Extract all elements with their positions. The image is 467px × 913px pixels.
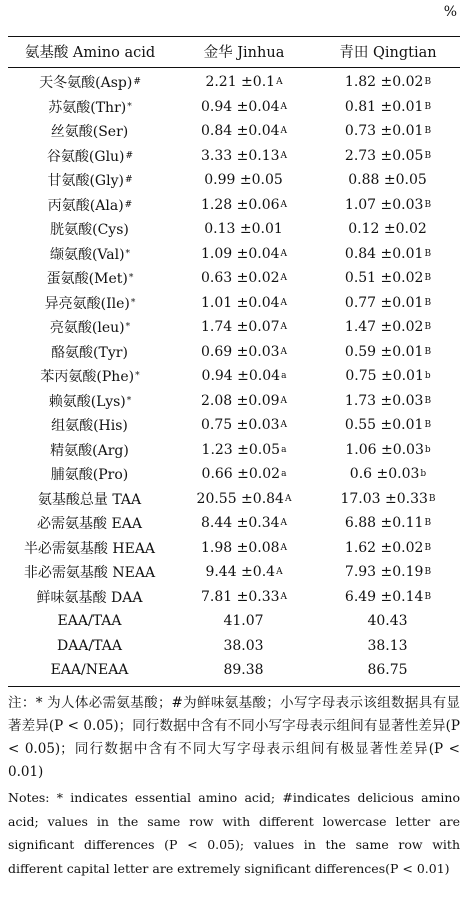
amino-acid-name-text: 氨基酸总量 TAA [37,491,142,508]
qingtian-value-text: 1.47 ±0.02 [344,319,424,336]
qingtian-value-significance: B [424,101,432,112]
amino-acid-name-text: 缬氨酸(Val) [49,246,125,263]
jinhua-value-text: 2.08 ±0.09 [200,392,280,409]
qingtian-value-significance: B [424,322,432,333]
table-row [8,609,460,634]
jinhua-value-significance: a [281,469,287,480]
jinhua-value-text: 89.38 [223,662,264,679]
qingtian-value-text: 7.93 ±0.19 [344,564,424,581]
qingtian-value-significance: B [424,542,432,553]
qingtian-value [316,585,460,610]
amino-acid-name-significance: # [125,150,134,161]
qingtian-value-significance: B [424,199,432,210]
amino-acid-name [8,168,172,193]
qingtian-value-text: 1.07 ±0.03 [344,196,424,213]
amino-acid-name-significance: * [127,101,132,112]
jinhua-value-significance: A [280,150,288,161]
qingtian-value-text: 86.75 [367,662,408,679]
qingtian-value-text: 0.75 ±0.01 [345,368,424,385]
qingtian-value-text: 1.06 ±0.03 [345,441,424,458]
qingtian-value-significance: b [424,371,431,382]
qingtian-value [316,70,460,95]
table-row [8,413,460,438]
amino-acid-name [8,266,172,291]
amino-acid-name [8,144,172,169]
jinhua-value-significance: A [280,297,288,308]
qingtian-value-text: 40.43 [367,613,408,630]
jinhua-value-text: 1.28 ±0.06 [200,196,280,213]
qingtian-value-text: 0.55 ±0.01 [344,417,424,434]
qingtian-value [316,364,460,389]
qingtian-value-significance: B [424,518,432,529]
table-row [8,119,460,144]
jinhua-value [172,487,316,512]
amino-acid-name-text: 异亮氨酸(Ile) [44,295,130,312]
table-row [8,511,460,536]
amino-acid-name-text: 天冬氨酸(Asp) [39,75,133,92]
qingtian-value [316,609,460,634]
header-amino-acid: 氨基酸 Amino acid [24,45,156,61]
amino-acid-name-text: 甘氨酸(Gly) [47,173,124,190]
amino-acid-name [8,119,172,144]
amino-acid-name [8,413,172,438]
amino-acid-name [8,340,172,365]
qingtian-value-text: 6.88 ±0.11 [344,515,424,532]
table-row [8,291,460,316]
notes-english: Notes: * indicates essential amino acid; #indicates delicious amino acid; values in the same row with different lowercase letter are significant differences (P < 0.05); values in the same row with different capital letter are extremely significant differences(P < 0.01) [8,790,460,876]
jinhua-value [172,315,316,340]
table-header [8,36,460,67]
qingtian-value-significance: B [424,297,432,308]
qingtian-value [316,266,460,291]
jinhua-value-significance: A [280,101,288,112]
amino-acid-name [8,70,172,95]
qingtian-value-significance: B [424,346,432,357]
qingtian-value [316,242,460,267]
amino-acid-name-text: 鲜味氨基酸 DAA [36,589,143,606]
amino-acid-name [8,389,172,414]
qingtian-value [316,217,460,242]
qingtian-value [316,511,460,536]
qingtian-value-significance: B [424,248,432,259]
amino-acid-name-text: DAA/TAA [57,637,122,654]
qingtian-value [316,291,460,316]
jinhua-value-text: 38.03 [223,637,264,654]
qingtian-value [316,658,460,683]
amino-acid-name-text: EAA/TAA [57,613,122,630]
qingtian-value-text: 1.73 ±0.03 [344,392,424,409]
qingtian-value-text: 2.73 ±0.05 [344,147,424,164]
amino-acid-name [8,536,172,561]
amino-acid-name-text: 组氨酸(His) [51,418,128,435]
amino-acid-name-text: 必需氨基酸 EAA [37,516,142,533]
amino-acid-name [8,291,172,316]
jinhua-value-text: 0.94 ±0.04 [200,98,280,115]
qingtian-value [316,560,460,585]
table-row [8,266,460,291]
header-jinhua: 金华 Jinhua [203,45,285,61]
qingtian-value-text: 0.12 ±0.02 [348,221,427,238]
table-notes [8,692,460,882]
table-header-rule [8,67,460,68]
qingtian-value-significance: B [424,77,432,88]
jinhua-value-significance: A [280,395,288,406]
qingtian-value-text: 0.59 ±0.01 [344,343,424,360]
jinhua-value-significance: A [280,518,288,529]
jinhua-value [172,291,316,316]
amino-acid-name [8,217,172,242]
jinhua-value-significance: A [280,248,288,259]
jinhua-value-significance: A [280,273,288,284]
jinhua-value-text: 20.55 ±0.84 [196,490,284,507]
qingtian-value [316,413,460,438]
table-row [8,95,460,120]
qingtian-value-text: 0.81 ±0.01 [344,98,424,115]
amino-acid-name-significance: * [135,371,140,382]
table-row [8,487,460,512]
qingtian-value-significance: B [424,591,432,602]
jinhua-value-text: 2.21 ±0.1 [205,74,276,91]
qingtian-value-significance: B [424,150,432,161]
jinhua-value-text: 41.07 [223,613,264,630]
table-row [8,70,460,95]
qingtian-value-text: 38.13 [367,637,408,654]
qingtian-value-significance: B [428,493,436,504]
jinhua-value-text: 1.74 ±0.07 [200,319,280,336]
table-bottom-rule [8,686,460,687]
amino-acid-name [8,462,172,487]
jinhua-value [172,242,316,267]
qingtian-value-text: 0.51 ±0.02 [344,270,424,287]
jinhua-value-text: 1.23 ±0.05 [201,441,281,458]
amino-acid-name [8,242,172,267]
amino-acid-name-significance: * [125,322,131,333]
jinhua-value [172,511,316,536]
qingtian-value [316,634,460,659]
amino-acid-name-text: EAA/NEAA [50,662,129,679]
jinhua-value-significance: A [280,199,288,210]
table-row [8,168,460,193]
amino-acid-name [8,634,172,659]
jinhua-value [172,266,316,291]
amino-acid-name [8,364,172,389]
jinhua-value-significance: A [284,493,292,504]
qingtian-value-text: 1.62 ±0.02 [344,539,424,556]
jinhua-value-significance: A [280,420,288,431]
table-row [8,315,460,340]
jinhua-value [172,193,316,218]
amino-acid-name-text: 半必需氨基酸 HEAA [23,540,156,557]
jinhua-value-text: 1.09 ±0.04 [200,245,280,262]
jinhua-value [172,560,316,585]
table-row [8,634,460,659]
header-qingtian: 青田 Qingtian [339,45,437,61]
table-row [8,560,460,585]
amino-acid-name [8,560,172,585]
jinhua-value [172,413,316,438]
jinhua-value [172,144,316,169]
jinhua-value-significance: A [276,77,283,88]
table-row [8,364,460,389]
amino-acid-name [8,585,172,610]
amino-acid-name-text: 亮氨酸(leu) [49,320,125,337]
qingtian-value-text: 17.03 ±0.33 [340,490,428,507]
jinhua-value [172,95,316,120]
qingtian-value-significance: B [424,126,432,137]
jinhua-value [172,70,316,95]
table-row [8,389,460,414]
table-row [8,658,460,683]
qingtian-value-text: 0.84 ±0.01 [344,245,424,262]
jinhua-value-text: 1.01 ±0.04 [200,294,280,311]
qingtian-value-significance: B [424,395,432,406]
jinhua-value [172,462,316,487]
jinhua-value-text: 0.94 ±0.04 [201,368,281,385]
amino-acid-name-text: 非必需氨基酸 NEAA [23,565,156,582]
qingtian-value-text: 0.6 ±0.03 [349,466,420,483]
jinhua-value [172,609,316,634]
table-row [8,242,460,267]
jinhua-value-significance: A [280,591,288,602]
jinhua-value [172,585,316,610]
amino-acid-name-significance: * [126,395,132,406]
jinhua-value-text: 0.75 ±0.03 [200,417,280,434]
amino-acid-name [8,487,172,512]
jinhua-value-text: 0.66 ±0.02 [201,466,281,483]
jinhua-value [172,340,316,365]
qingtian-value [316,536,460,561]
qingtian-value [316,119,460,144]
amino-acid-name-text: 脯氨酸(Pro) [50,467,129,484]
notes-chinese: 注：* 为人体必需氨基酸；#为鲜味氨基酸；小写字母表示该组数据具有显著差异(P < 0.05)；同行数据中含有不同小写字母表示组间有显著性差异(P < 0.05)；同行数据中含有不同大写字母表示组间有极显著性差异(P < 0.01) [8,695,460,780]
amino-acid-name [8,95,172,120]
jinhua-value-significance: A [280,346,288,357]
jinhua-value-text: 0.63 ±0.02 [200,270,280,287]
amino-acid-name [8,315,172,340]
amino-acid-name-significance: # [124,175,133,186]
amino-acid-name [8,438,172,463]
unit-label: % [443,4,457,20]
amino-acid-name-text: 胱氨酸(Cys) [50,222,129,239]
qingtian-value-text: 0.88 ±0.05 [348,172,427,189]
jinhua-value-text: 7.81 ±0.33 [200,588,280,605]
qingtian-value [316,487,460,512]
jinhua-value [172,168,316,193]
amino-acid-name-text: 蛋氨酸(Met) [46,271,128,288]
jinhua-value-significance: A [280,542,288,553]
table-row [8,585,460,610]
qingtian-value [316,315,460,340]
jinhua-value [172,364,316,389]
jinhua-value-significance: a [281,444,287,455]
qingtian-value [316,144,460,169]
jinhua-value-text: 0.69 ±0.03 [200,343,280,360]
qingtian-value [316,193,460,218]
jinhua-value [172,389,316,414]
qingtian-value-significance: b [424,444,431,455]
table-row [8,462,460,487]
amino-acid-name [8,511,172,536]
amino-acid-name [8,193,172,218]
amino-acid-name-significance: # [124,199,133,210]
qingtian-value-significance: b [420,469,427,480]
jinhua-value [172,536,316,561]
qingtian-value-significance: B [424,420,432,431]
qingtian-value [316,389,460,414]
qingtian-value-text: 6.49 ±0.14 [344,588,424,605]
table-row [8,217,460,242]
jinhua-value-significance: A [280,126,288,137]
jinhua-value-significance: A [280,322,288,333]
jinhua-value-significance: A [276,567,283,578]
qingtian-value [316,168,460,193]
amino-acid-name-significance: # [133,77,141,88]
amino-acid-name-text: 精氨酸(Arg) [50,442,129,459]
table-row [8,340,460,365]
amino-acid-name-text: 丙氨酸(Ala) [47,197,124,214]
table-row [8,438,460,463]
amino-acid-name-significance: * [128,273,134,284]
jinhua-value-text: 9.44 ±0.4 [205,564,276,581]
jinhua-value [172,119,316,144]
table-row [8,144,460,169]
qingtian-value-text: 0.73 ±0.01 [344,123,424,140]
amino-acid-name-text: 苏氨酸(Thr) [48,99,127,116]
jinhua-value-significance: a [281,371,287,382]
qingtian-value [316,462,460,487]
jinhua-value [172,634,316,659]
jinhua-value [172,217,316,242]
amino-acid-name-text: 酪氨酸(Tyr) [51,344,128,361]
qingtian-value-significance: B [424,567,432,578]
qingtian-value [316,340,460,365]
jinhua-value-text: 8.44 ±0.34 [200,515,280,532]
amino-acid-name-significance: * [130,297,136,308]
jinhua-value-text: 0.84 ±0.04 [200,123,280,140]
jinhua-value [172,438,316,463]
amino-acid-name-text: 谷氨酸(Glu) [46,148,125,165]
amino-acid-name-text: 苯丙氨酸(Phe) [40,369,135,386]
qingtian-value-text: 1.82 ±0.02 [344,74,424,91]
jinhua-value-text: 3.33 ±0.13 [200,147,280,164]
table-row [8,536,460,561]
qingtian-value-significance: B [424,273,432,284]
jinhua-value-text: 0.99 ±0.05 [204,172,283,189]
amino-acid-name-text: 丝氨酸(Ser) [50,124,129,141]
jinhua-value-text: 0.13 ±0.01 [204,221,283,238]
amino-acid-name-significance: * [125,248,131,259]
amino-acid-name [8,658,172,683]
qingtian-value-text: 0.77 ±0.01 [344,294,424,311]
jinhua-value-text: 1.98 ±0.08 [200,539,280,556]
qingtian-value [316,95,460,120]
jinhua-value [172,658,316,683]
qingtian-value [316,438,460,463]
table-row [8,193,460,218]
amino-acid-name [8,609,172,634]
amino-acid-name-text: 赖氨酸(Lys) [48,393,126,410]
